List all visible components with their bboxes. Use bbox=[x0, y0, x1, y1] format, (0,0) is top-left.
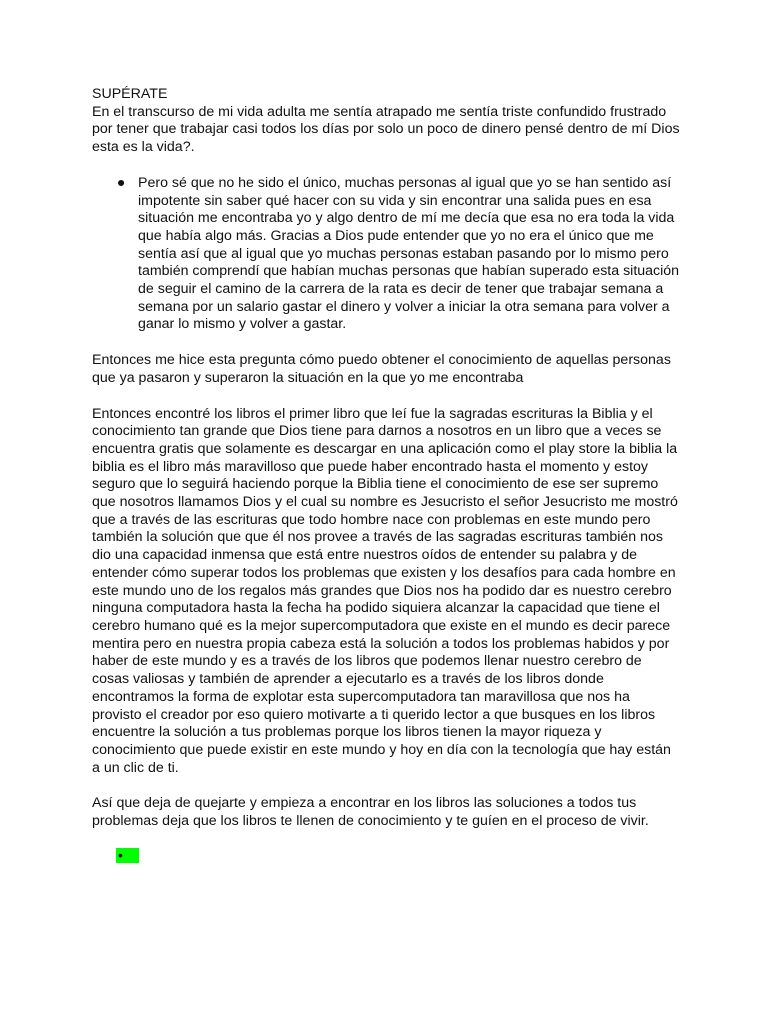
bullet-dot-icon: ● bbox=[116, 174, 126, 191]
paragraph-conclusion: Así que deja de quejarte y empieza a encontrar en los libros las soluciones a todos tus problemas deja que los libros te llenen de conocimiento y te guíen en el proceso de vivir. bbox=[92, 795, 649, 830]
bullet-text: Pero sé que no he sido el único, muchas personas al igual que yo se han sentido así impotente sin saber qué hacer con su vida y sin encontrar una salida pues en esa situación me encontraba yo y algo dentro de mí me decía que esa no era toda la vida que había algo más. Gracias a Dios pude entender que yo no era el único que me sentía así que al igual que yo muchas personas estaban pasando por lo mismo pero también comprendí que habían muchas personas que habían superado esta situación de seguir el camino de la carrera de la rata es decir de tener que trabajar semana a semana por un salario gastar el dinero y volver a iniciar la otra semana para volver a ganar lo mismo y volver a gastar. bbox=[138, 174, 680, 333]
bullet-item bbox=[92, 175, 682, 334]
paragraph-books: Entonces encontré los libros el primer libro que leí fue la sagradas escrituras la Biblia y el conocimiento tan grande que Dios tiene para darnos a nosotros en un libro que a veces se encuentra gratis que solamente es descargar en una aplicación como el play store la biblia la biblia es el libro más maravilloso que puede haber encontrado hasta el momento y estoy seguro que lo seguirá haciendo porque la Biblia tiene el conocimiento de ese ser supremo que nosotros llamamos Dios y el cual su nombre es Jesucristo el señor Jesucristo me mostró que a través de las escrituras que todo hombre nace con problemas en este mundo pero también la solución que que él nos provee a través de las sagradas escrituras también nos dio una capacidad inmensa que está entre nuestros oídos de entender su palabra y de entender cómo superar todos los problemas que existen y los desafíos para cada hombre en este mundo uno de los regalos más grandes que Dios nos ha podido dar es nuestro cerebro ninguna computadora hasta la fecha ha podido siquiera alcanzar la capacidad que tiene el cerebro humano qué es la mejor supercomputadora que existe en el mundo es decir parece mentira pero en nuestra propia cabeza está la solución a todos los problemas habidos y por haber de este mundo y es a través de los libros que podemos llenar nuestro cerebro de cosas valiosas y también de aprender a ejecutarlo es a través de los libros donde encontramos la forma de explotar esta supercomputadora tan maravillosa que nos ha provisto el creador por eso quiero motivarte a ti querido lector a que busques en los libros encuentre la solución a tus problemas porque los libros tienen la mayor riqueza y conocimiento que puede existir en este mundo y hoy en día con la tecnología que hay están a un clic de ti. bbox=[92, 405, 678, 776]
highlighted-empty-bullet bbox=[116, 848, 139, 863]
document-title: SUPÉRATE bbox=[92, 86, 168, 102]
intro-paragraph: En el transcurso de mi vida adulta me sentía atrapado me sentía triste confundido frustrado por tener que trabajar casi todos los días por solo un poco de dinero pensé dentro de mí Dios esta es la vida?. bbox=[92, 103, 680, 156]
document-body bbox=[92, 86, 682, 849]
empty-bullet-dot-icon: • bbox=[118, 847, 123, 863]
paragraph-question: Entonces me hice esta pregunta cómo puedo obtener el conocimiento de aquellas personas que ya pasaron y superaron la situación en la que yo me encontraba bbox=[92, 352, 671, 386]
